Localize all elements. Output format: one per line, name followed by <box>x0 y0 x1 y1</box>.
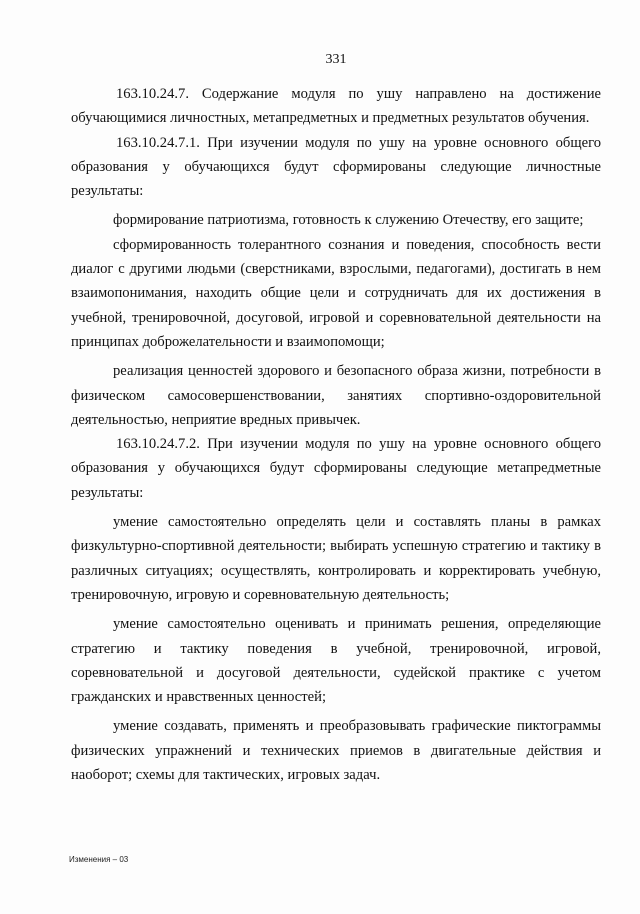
paragraph-pictograms: умение создавать, применять и преобразовывать графические пиктограммы физических упражнений и технических приемов в двигательные действия и наоборот; схемы для тактических, игровых задач. <box>71 718 601 784</box>
paragraph-tolerance: сформированность толерантного сознания и поведения, способность вести диалог с другими людьми (сверстниками, взрослыми, педагогами), достигать в нем взаимопонимания, находить общие цели и сотрудничать для их достижения в учебной, тренировочной, досуговой, игровой и соревновательной деятельности на принципах доброжелательности и взаимопомощи; <box>71 236 601 350</box>
paragraph-healthy-lifestyle: реализация ценностей здорового и безопасного образа жизни, потребности в физическом самосовершенствовании, занятиях спортивно-оздоровительной деятельностью, неприятие вредных привычек. <box>71 363 601 428</box>
paragraph-goal-setting: умение самостоятельно определять цели и составлять планы в рамках физкультурно-спортивной деятельности; выбирать успешную стратегию и тактику в различных ситуациях; осуществлять, контролировать и корректировать учебную, тренировочную, игровую и соревновательную деятельность; <box>71 514 601 603</box>
document-body <box>71 82 601 787</box>
page-number: 331 <box>325 52 347 67</box>
paragraph-patriotism: формирование патриотизма, готовность к служению Отечеству, его защите; <box>113 212 584 229</box>
paragraph-decision-making: умение самостоятельно оценивать и принимать решения, определяющие стратегию и тактику поведения в учебной, тренировочной, игровой, соревновательной и досуговой деятельности, судейской практике с учетом гражданских и нравственных ценностей; <box>71 616 601 706</box>
paragraph-section-intro: 163.10.24.7. Содержание модуля по ушу направлено на достижение обучающимися личностных, метапредметных и предметных результатов обучения. <box>71 86 601 127</box>
footer-revision-note: Изменения – 03 <box>69 855 129 864</box>
paragraph-personal-results-heading: 163.10.24.7.1. При изучении модуля по ушу на уровне основного общего образования у обучающихся будут сформированы следующие личностные результаты: <box>71 134 601 200</box>
paragraph-metasubject-results-heading: 163.10.24.7.2. При изучении модуля по ушу на уровне основного общего образования у обучающихся будут сформированы следующие метапредметные результаты: <box>71 436 601 501</box>
